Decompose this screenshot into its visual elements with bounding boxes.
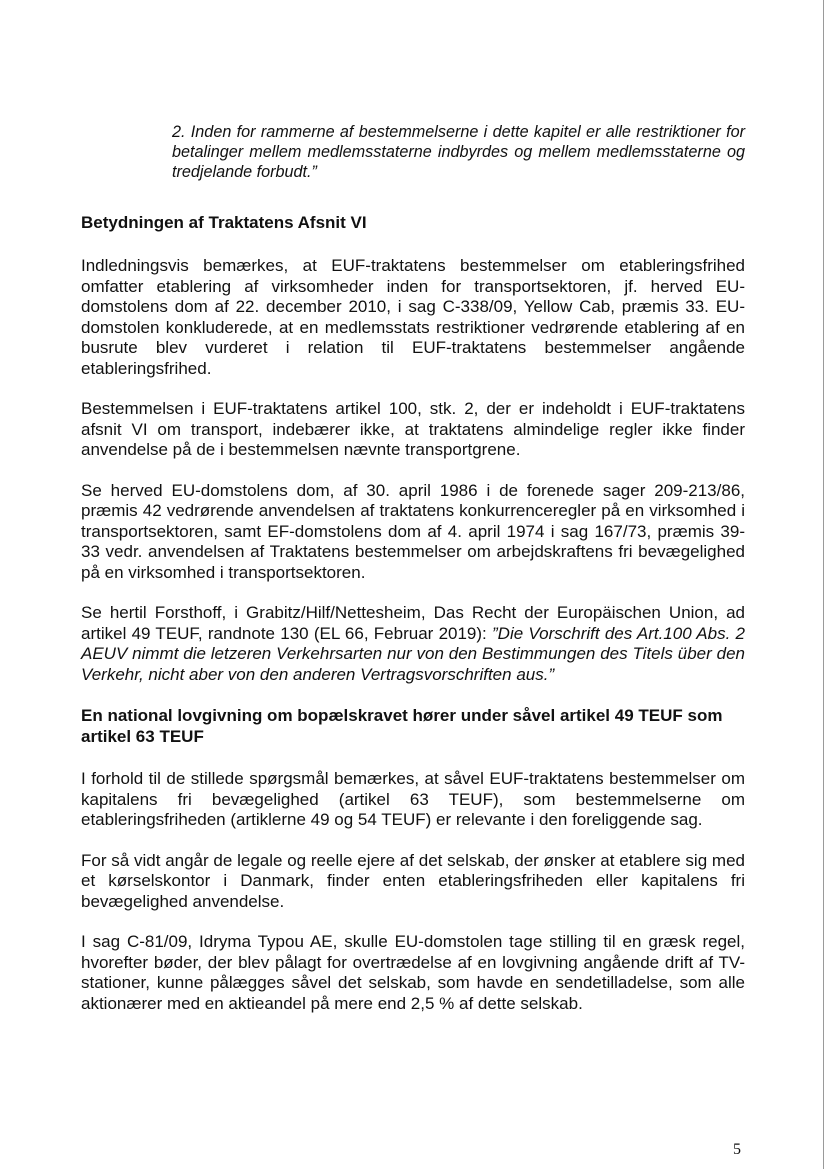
page-content: [81, 122, 745, 1014]
paragraph-etableringsfrihed: Indledningsvis bemærkes, at EUF-traktatens bestemmelser om etableringsfrihed omfatter etablering af virksomheder inden for transportsektoren, jf. herved EU-domstolens dom af 22. december 2010, i sag C-338/09, Yellow Cab, præmis 33. EU-domstolen konkluderede, at en medlemsstats restriktioner vedrørende etablering af en busrute blev vurderet i relation til EUF-traktatens bestemmelser angående etableringsfrihed.: [81, 256, 745, 378]
scan-edge-line: [823, 0, 824, 1169]
paragraph-artikel-100: Bestemmelsen i EUF-traktatens artikel 100, stk. 2, der er indeholdt i EUF-traktatens afsnit VI om transport, indebærer ikke, at traktatens almindelige regler ikke finder anvendelse på de i bestemmelsen nævnte transportgrene.: [81, 399, 745, 459]
paragraph-idryma-typou: I sag C-81/09, Idryma Typou AE, skulle EU-domstolen tage stilling til en græsk regel, hvorefter bøder, der blev pålagt for overtrædelse af en lovgivning angående drift af TV-stationer, kunne pålægges såvel det selskab, som havde en sendetilladelse, som alle aktionærer med en aktieandel på mere end 2,5 % af dette selskab.: [81, 932, 745, 1013]
section-heading-bopaelskravet: En national lovgivning om bopælskravet hører under såvel artikel 49 TEUF som artikel 63 TEUF: [81, 706, 723, 746]
paragraph-domstolens-dom: Se herved EU-domstolens dom, af 30. april 1986 i de forenede sager 209-213/86, præmis 42 vedrørende anvendelsen af traktatens konkurrenceregler på en virksomhed i transportsektoren, samt EF-domstolens dom af 4. april 1974 i sag 167/73, præmis 39-33 vedr. anvendelsen af Traktatens bestemmelser om arbejdskraftens fri bevægelighed på en virksomhed i transportsektoren.: [81, 480, 745, 582]
page-number: 5: [733, 1141, 741, 1158]
section-heading-traktatens-afsnit-vi: Betydningen af Traktatens Afsnit VI: [81, 213, 367, 232]
forsthoff-quote: ”Die Vorschrift des Art.100 Abs. 2 AEUV nimmt die letzeren Verkehrsarten nur von den Bestimmungen des Titels über den Verkehr, nicht aber von den anderen Vertragsvorschriften aus.”: [81, 623, 745, 684]
forsthoff-citation: Se hertil Forsthoff, i Grabitz/Hilf/Nettesheim, Das Recht der Europäischen Union, ad artikel 49 TEUF, randnote 130 (EL 66, Februar 2019):: [81, 603, 745, 643]
paragraph-forsthoff: [81, 603, 745, 685]
quote-paragraph: 2. Inden for rammerne af bestemmelserne i dette kapitel er alle restriktioner for betalinger mellem medlemsstaterne indbyrdes og mellem medlemsstaterne og tredjelande forbudt.”: [172, 123, 745, 181]
paragraph-stillede-spoergsmaal: I forhold til de stillede spørgsmål bemærkes, at såvel EUF-traktatens bestemmelser om kapitalens fri bevægelighed (artikel 63 TEUF), som bestemmelserne om etableringsfriheden (artiklerne 49 og 54 TEUF) er relevante i den foreliggende sag.: [81, 769, 745, 829]
paragraph-legale-ejere: For så vidt angår de legale og reelle ejere af det selskab, der ønsker at etablere sig med et kørselskontor i Danmark, finder enten etableringsfriheden eller kapitalens fri bevægelighed anvendelse.: [81, 850, 745, 911]
